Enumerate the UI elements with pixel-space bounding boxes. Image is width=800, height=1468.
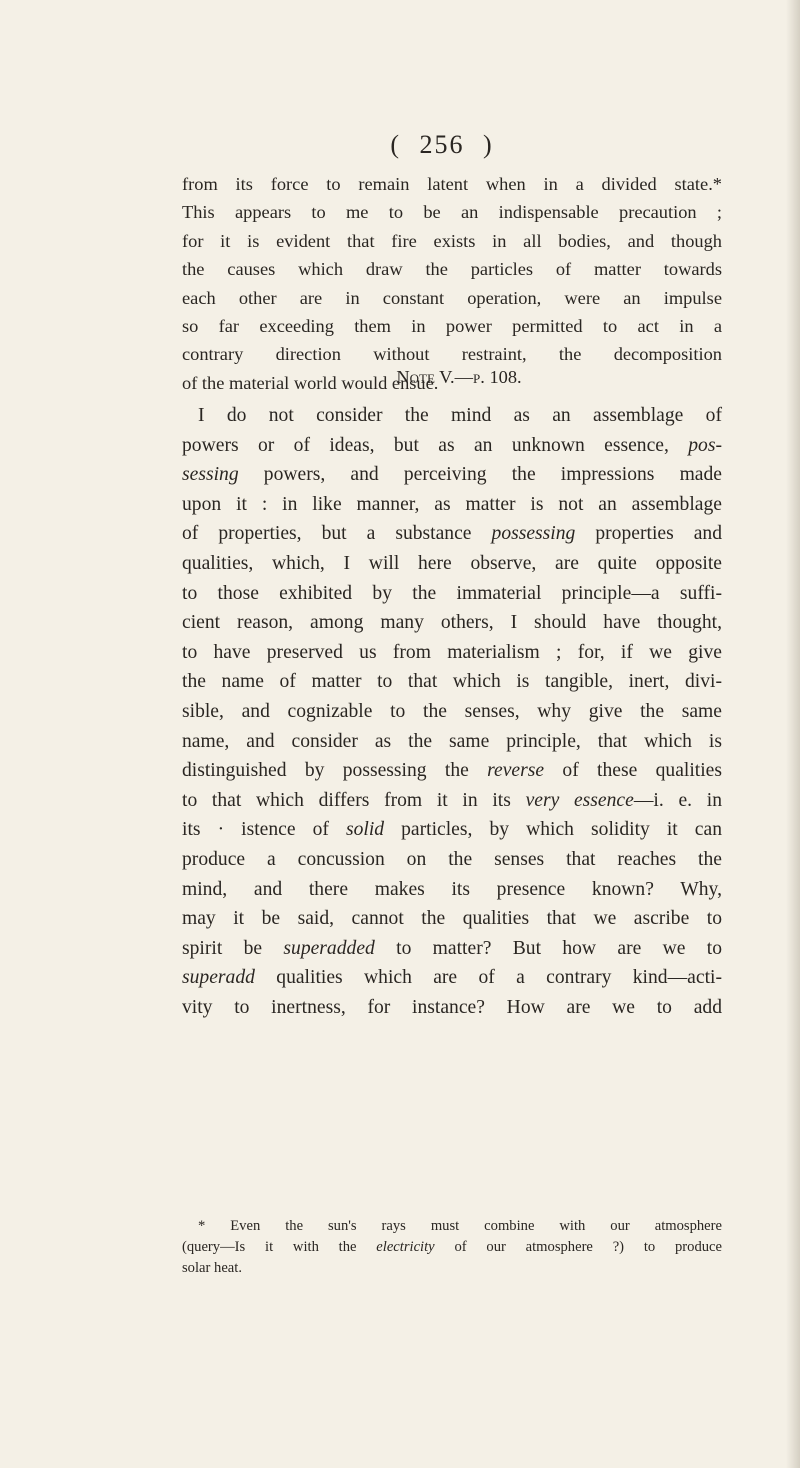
text-line [182,756,722,786]
text-line [182,667,722,697]
text-line: so far exceeding them in power permitted to act in a [182,315,722,336]
text-line: This appears to me to be an indispensable precaution ; [182,202,722,223]
text-run: to have preserved us from materialism ; for, if we give [182,641,722,663]
text-line [182,579,722,609]
text-run: solar heat. [182,1260,242,1276]
paragraph-two [182,401,722,1022]
text-line: contrary direction without restraint, the decomposition [182,344,722,365]
text-run: of properties, but a substance [182,523,492,545]
text-line [182,993,722,1023]
italic-text: superadded [283,937,375,959]
italic-text: electricity [376,1239,435,1255]
text-line [182,460,722,490]
text-run: sible, and cognizable to the senses, why give the same [182,700,722,722]
text-line [182,608,722,638]
italic-text: sessing [182,464,239,486]
text-line [182,1258,722,1279]
text-line [182,697,722,727]
text-run: spirit be [182,937,284,959]
text-line [182,549,722,579]
text-run: properties and [575,523,723,545]
text-run: * Even the sun's rays must combine with our atmosphere [198,1218,722,1234]
text-run: —i. e. in [633,789,722,811]
text-line [182,845,722,875]
italic-text: superadd [182,967,255,989]
italic-text: possessing [491,523,576,545]
text-line [182,519,722,549]
text-run: powers or of ideas, but as an unknown essence, [182,434,689,456]
text-line [182,401,722,431]
text-run: upon it : in like manner, as matter is not an assemblage [182,493,722,515]
text-run: produce a concussion on the senses that reaches the [182,848,722,870]
text-run: mind, and there makes its presence known? Why, [182,878,722,900]
text-run: cient reason, among many others, I should have thought, [182,612,722,634]
text-run: to matter? But how are we to [374,937,722,959]
text-line [182,815,722,845]
text-line [182,1216,722,1237]
text-run: distinguished by possessing the [182,760,488,782]
page-number: ( 256 ) [390,130,494,159]
text-run: qualities which are of a contrary kind—acti- [254,967,722,989]
footnote [182,1216,722,1279]
text-run: qualities, which, I will here observe, are quite opposite [182,552,722,574]
text-run: powers, and perceiving the impressions made [238,464,722,486]
italic-text: very essence [525,789,634,811]
text-run: may it be said, cannot the qualities that we ascribe to [182,908,722,930]
note-heading: Note V.—p. 108. [396,367,522,387]
text-line: each other are in constant operation, were an impulse [182,287,722,308]
text-run: to those exhibited by the immaterial principle—a suffi- [182,582,722,604]
paragraph-one [182,170,722,397]
text-line [182,431,722,461]
text-line: from its force to remain latent when in a divided state.* [182,174,722,194]
text-line [182,727,722,757]
text-run: name, and consider as the same principle, that which is [182,730,722,752]
text-run: vity to inertness, for instance? How are we to add [182,996,722,1018]
page-edge-shadow [786,0,800,1468]
text-run: the name of matter to that which is tangible, inert, divi- [182,671,722,693]
text-line: the causes which draw the particles of matter towards [182,259,722,280]
text-line: for it is evident that fire exists in all bodies, and though [182,230,722,251]
text-line [182,490,722,520]
text-line [182,786,722,816]
text-run: (query—Is it with the [182,1239,377,1255]
italic-text: reverse [487,760,545,782]
text-line: of the material world would ensue. [182,372,439,393]
text-run: its · istence of [182,819,346,841]
text-line [182,963,722,993]
italic-text: pos- [688,434,722,456]
text-line [182,904,722,934]
text-line [182,875,722,905]
text-run: to that which differs from it in its [182,789,526,811]
text-run: particles, by which solidity it can [384,819,722,841]
text-run: of our atmosphere ?) to produce [434,1239,722,1255]
text-line [182,638,722,668]
text-run: of these qualities [544,760,722,782]
text-line [182,934,722,964]
text-run: I do not consider the mind as an assemblage of [198,405,722,426]
text-line [182,1237,722,1258]
italic-text: solid [345,819,385,841]
